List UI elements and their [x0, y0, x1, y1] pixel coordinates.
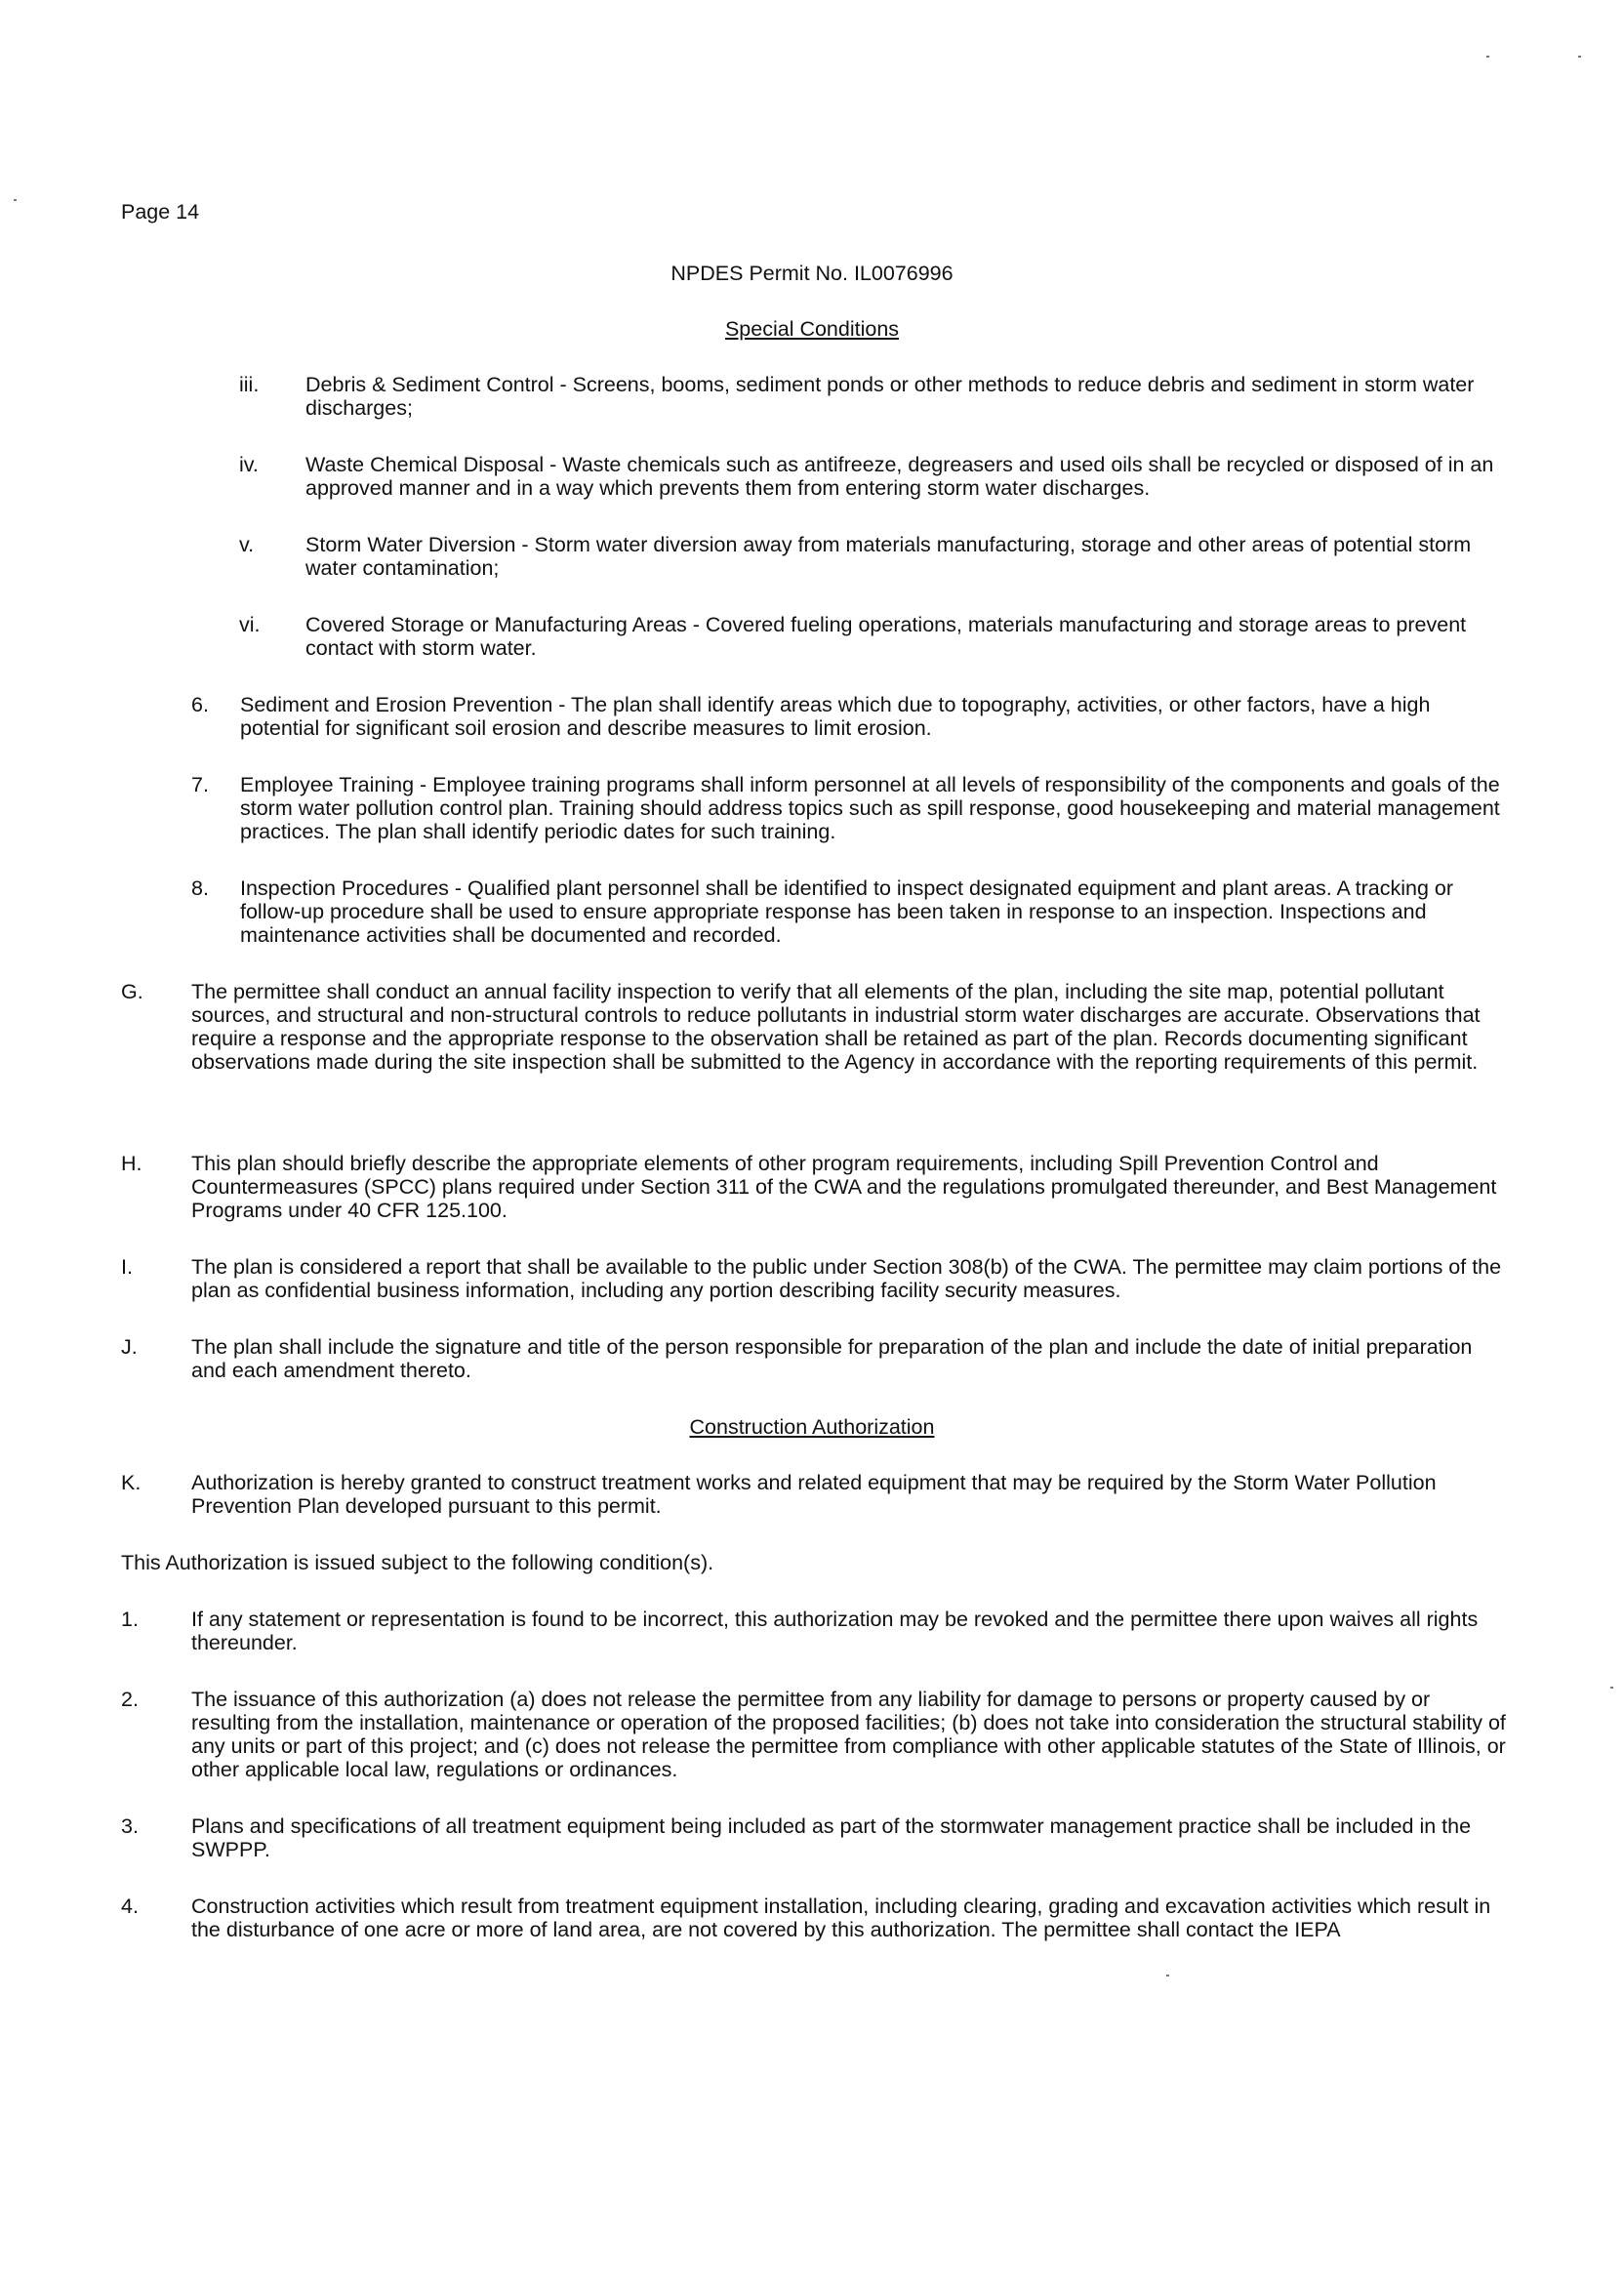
- list-item-text: The issuance of this authorization (a) does not release the permittee from any liability for damage to persons or property caused by or resulting from the installation, maintenance or operation of the proposed facilities; (b) does not take into consideration the structural stability of any units or part of this project; and (c) does not release the permittee from compliance with other applicable statutes of the State of Illinois, or other applicable local law, regulations or ordinances.: [191, 1688, 1506, 1781]
- page-number: Page 14: [121, 200, 200, 224]
- list-marker: v.: [239, 533, 255, 556]
- list-item-text: Authorization is hereby granted to construct treatment works and related equipment that may be required by the Storm Water Pollution Prevention Plan developed pursuant to this permit.: [191, 1471, 1437, 1518]
- list-item-text: Waste Chemical Disposal - Waste chemicals such as antifreeze, degreasers and used oils shall be recycled or disposed of in an approved manner and in a way which prevents them from entering storm water discharges.: [305, 453, 1494, 500]
- scan-speck: [1578, 56, 1581, 58]
- list-marker: J.: [121, 1335, 138, 1359]
- section-heading-construction-authorization: Construction Authorization: [689, 1415, 935, 1439]
- list-marker: 6.: [191, 693, 209, 716]
- list-item-text: If any statement or representation is found to be incorrect, this authorization may be revoked and the permittee there upon waives all rights thereunder.: [191, 1608, 1479, 1654]
- list-item-text: Sediment and Erosion Prevention - The plan shall identify areas which due to topography, activities, or other factors, have a high potential for significant soil erosion and describe measures to limit erosion.: [240, 693, 1431, 740]
- list-marker: H.: [121, 1152, 142, 1175]
- list-item-text: This plan should briefly describe the appropriate elements of other program requirements, including Spill Prevention Control and Countermeasures (SPCC) plans required under Section 311 of the CWA and the regulations promulgated thereunder, and Best Management Programs under 40 CFR 125.100.: [191, 1152, 1497, 1222]
- list-marker: 4.: [121, 1895, 139, 1918]
- list-marker: I.: [121, 1255, 133, 1279]
- list-marker: 8.: [191, 876, 209, 900]
- scan-speck: [1610, 1687, 1613, 1689]
- list-item-text: The plan shall include the signature and title of the person responsible for preparation of the plan and include the date of initial preparation and each amendment thereto.: [191, 1335, 1473, 1382]
- scan-speck: [1486, 56, 1489, 58]
- list-marker: 7.: [191, 773, 209, 796]
- list-marker: iii.: [239, 373, 260, 396]
- list-item-text: Plans and specifications of all treatment equipment being included as part of the stormwater management practice shall be included in the SWPPP.: [191, 1814, 1472, 1861]
- list-item-text: Inspection Procedures - Qualified plant personnel shall be identified to inspect designated equipment and plant areas. A tracking or follow-up procedure shall be used to ensure appropriate response has been taken in response to an inspection. Inspections and maintenance activities shall be documented and recorded.: [240, 876, 1454, 947]
- list-marker: vi.: [239, 613, 261, 636]
- scan-speck: [1166, 1975, 1169, 1976]
- list-item-text: Debris & Sediment Control - Screens, booms, sediment ponds or other methods to reduce debris and sediment in storm water discharges;: [305, 373, 1475, 420]
- list-item-text: The plan is considered a report that shall be available to the public under Section 308(b) of the CWA. The permittee may claim portions of the plan as confidential business information, including any portion describing facility security measures.: [191, 1255, 1502, 1302]
- list-marker: 1.: [121, 1608, 139, 1631]
- list-marker: G.: [121, 980, 143, 1003]
- list-marker: 2.: [121, 1688, 139, 1711]
- list-item-text: Construction activities which result from treatment equipment installation, including clearing, grading and excavation activities which result in the disturbance of one acre or more of land area, are not covered by this authorization. The permittee shall contact the IEPA: [191, 1895, 1491, 1941]
- list-item-text: Storm Water Diversion - Storm water diversion away from materials manufacturing, storage and other areas of potential storm water contamination;: [305, 533, 1472, 580]
- list-marker: 3.: [121, 1814, 139, 1838]
- list-item-text: The permittee shall conduct an annual facility inspection to verify that all elements of the plan, including the site map, potential pollutant sources, and structural and non-structural controls to reduce pollutants in industrial storm water discharges are accurate. Observations that require a response and the appropriate response to the observation shall be retained as part of the plan. Records documenting significant observations made during the site inspection shall be submitted to the Agency in accordance with the reporting requirements of this permit.: [191, 980, 1481, 1074]
- section-heading-special-conditions: Special Conditions: [724, 317, 900, 341]
- scan-speck: [14, 199, 17, 201]
- list-item-text: Covered Storage or Manufacturing Areas - Covered fueling operations, materials manufacturing and storage areas to prevent contact with storm water.: [305, 613, 1467, 660]
- list-marker: K.: [121, 1471, 142, 1494]
- permit-number: NPDES Permit No. IL0076996: [670, 262, 954, 285]
- list-marker: iv.: [239, 453, 259, 476]
- list-item-text: Employee Training - Employee training programs shall inform personnel at all levels of responsibility of the components and goals of the storm water pollution control plan. Training should address topics such as spill response, good housekeeping and material management practices. The plan shall identify periodic dates for such training.: [240, 773, 1500, 843]
- authorization-intro: This Authorization is issued subject to the following condition(s).: [121, 1551, 714, 1574]
